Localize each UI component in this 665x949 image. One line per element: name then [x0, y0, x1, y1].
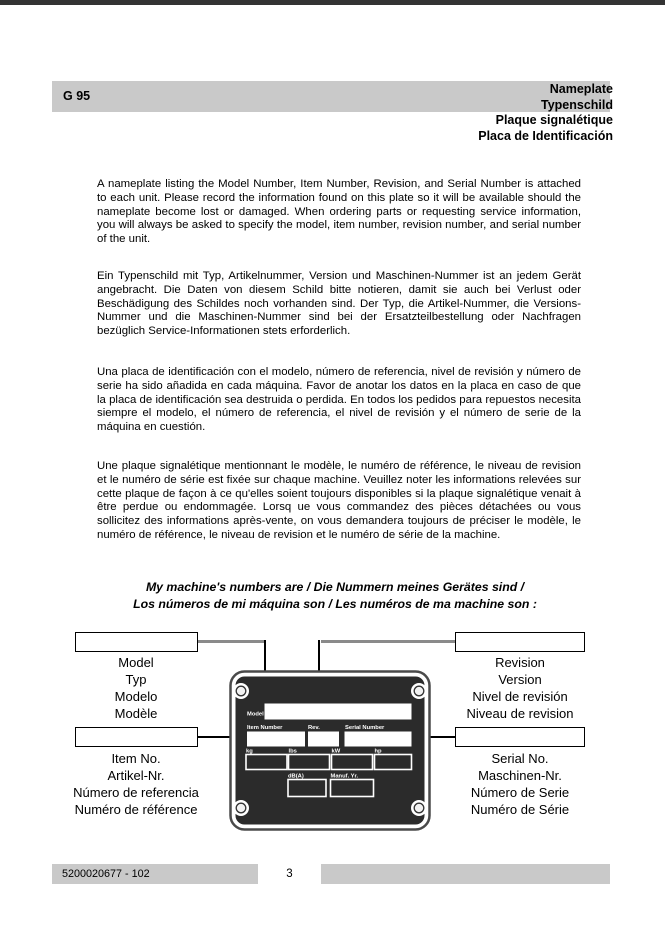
page-top-border	[0, 0, 665, 5]
revision-label-de: Version	[498, 672, 542, 687]
nameplate-figure	[0, 620, 665, 860]
item-label-es: Número de referencia	[73, 785, 199, 800]
item-label-en: Item No.	[111, 751, 161, 766]
model-label-fr: Modèle	[114, 706, 158, 721]
item-no-label-stack	[40, 750, 232, 818]
model-label-en: Model	[118, 655, 154, 670]
screw-icon	[236, 686, 246, 696]
page-title-de: Typenschild	[540, 97, 613, 112]
plate-model-label: Model	[247, 711, 264, 718]
plate-item-label: Item Number	[247, 725, 283, 731]
serial-no-label-stack	[424, 750, 616, 818]
model-write-in-box	[75, 632, 198, 652]
header-titles	[305, 82, 613, 144]
plate-hp-label: hp	[374, 748, 382, 755]
plate-model-field	[265, 704, 412, 720]
revision-connector-line	[321, 640, 455, 643]
serial-label-es: Número de Serie	[470, 785, 570, 800]
serial-label-de: Maschinen-Nr.	[478, 768, 562, 783]
model-label-de: Typ	[125, 672, 147, 687]
plate-face	[236, 677, 425, 825]
revision-label-es: Nivel de revisión	[472, 689, 568, 704]
revision-label-stack	[424, 654, 616, 722]
page-title-fr: Plaque signalétique	[495, 113, 613, 127]
paragraph-spanish: Una placa de identificación con el modelo, número de referencia, nivel de revisión y número de serie ha sido añadida en cada máquina. Favor de anotar los datos en la placa en caso de que la placa de identificación sea destruida o perdida. En todos los pedidos para repuestos necesita siempre el modelo, el número de referencia, el nivel de revisión y el número de serie de la máquina en cuestión.	[97, 366, 581, 434]
machine-numbers-statement	[57, 579, 613, 613]
paragraph-english: A nameplate listing the Model Number, Item Number, Revision, and Serial Number is attached to each unit. Please record the information found on this plate so it will be available should the nameplate become lost or damaged. When ordering parts or requesting service information, you will always be asked to specify the model, item number, revision number, and serial number of the unit.	[97, 178, 581, 246]
item-label-de: Artikel-Nr.	[107, 768, 165, 783]
page-title-en: Nameplate	[549, 82, 613, 96]
screw-icon	[236, 803, 246, 813]
paragraph-french: Une plaque signalétique mentionnant le modèle, le numéro de référence, le niveau de revision et le numéro de série est fixée sur chaque machine. Veuillez noter les informations relevées sur cette plaque de façon à ce qu'elles soient toujours disponibles si la plaque signalétique venait à être perdue ou endommagée. Lorsq ue vous commandez des pièces détachées ou vous sollicitez des informations après-vente, on vous demandera toujours de préciser le modèle, le numéro de référence, le niveau de revision et le numéro de série de la machine.	[97, 460, 581, 541]
serial-label-en: Serial No.	[491, 751, 549, 766]
plate-manuf-label: Manuf. Yr.	[330, 773, 359, 780]
page-title-es: Placa de Identificación	[478, 128, 613, 143]
item-no-write-in-box	[75, 727, 198, 747]
model-label-stack	[40, 654, 232, 722]
plate-item-field	[247, 732, 305, 747]
plate-lbs-label: lbs	[288, 748, 297, 755]
plate-rev-field	[308, 732, 339, 747]
revision-label-en: Revision	[495, 655, 545, 670]
plate-kg-label: kg	[246, 748, 253, 755]
screw-icon	[414, 803, 424, 813]
item-label-fr: Numéro de référence	[74, 802, 198, 817]
plate-kw-label: kW	[331, 748, 341, 755]
revision-write-in-box	[455, 632, 585, 652]
revision-label-fr: Niveau de revision	[466, 706, 574, 721]
plate-rev-label: Rev.	[308, 725, 320, 731]
footer-document-number: 5200020677 - 102	[62, 868, 150, 880]
model-label-es: Modelo	[114, 689, 158, 704]
serial-no-write-in-box	[455, 727, 585, 747]
paragraph-german: Ein Typenschild mit Typ, Artikelnummer, Version und Maschinen-Nummer ist an jedem Gerät angebracht. Die Daten von diesem Schild bitte notieren, damit sie auch bei Verlust oder Beschädigung des Schildes noch vorhanden sind. Der Typ, die Artikel-Nummer, die Versions- Nummer und die Maschinen-Nummer sind bei der Ersatzteilbestellung oder Nachfragen bezüglich Service-Informationen stets erforderlich.	[97, 270, 581, 338]
nameplate-drawing	[229, 670, 431, 831]
plate-serial-field	[345, 732, 412, 747]
footer-bar-right	[321, 864, 610, 884]
section-code: G 95	[63, 89, 91, 103]
serial-label-fr: Numéro de Série	[470, 802, 570, 817]
plate-serial-label: Serial Number	[345, 725, 385, 731]
screw-icon	[414, 686, 424, 696]
model-connector-line	[198, 640, 266, 643]
footer-page-number: 3	[286, 868, 293, 880]
plate-dba-label: dB(A)	[288, 773, 304, 780]
statement-line-1: My machine's numbers are / Die Nummern meines Gerätes sind /	[145, 580, 525, 594]
statement-line-2: Los números de mi máquina son / Les numéros de ma machine son :	[133, 597, 537, 611]
